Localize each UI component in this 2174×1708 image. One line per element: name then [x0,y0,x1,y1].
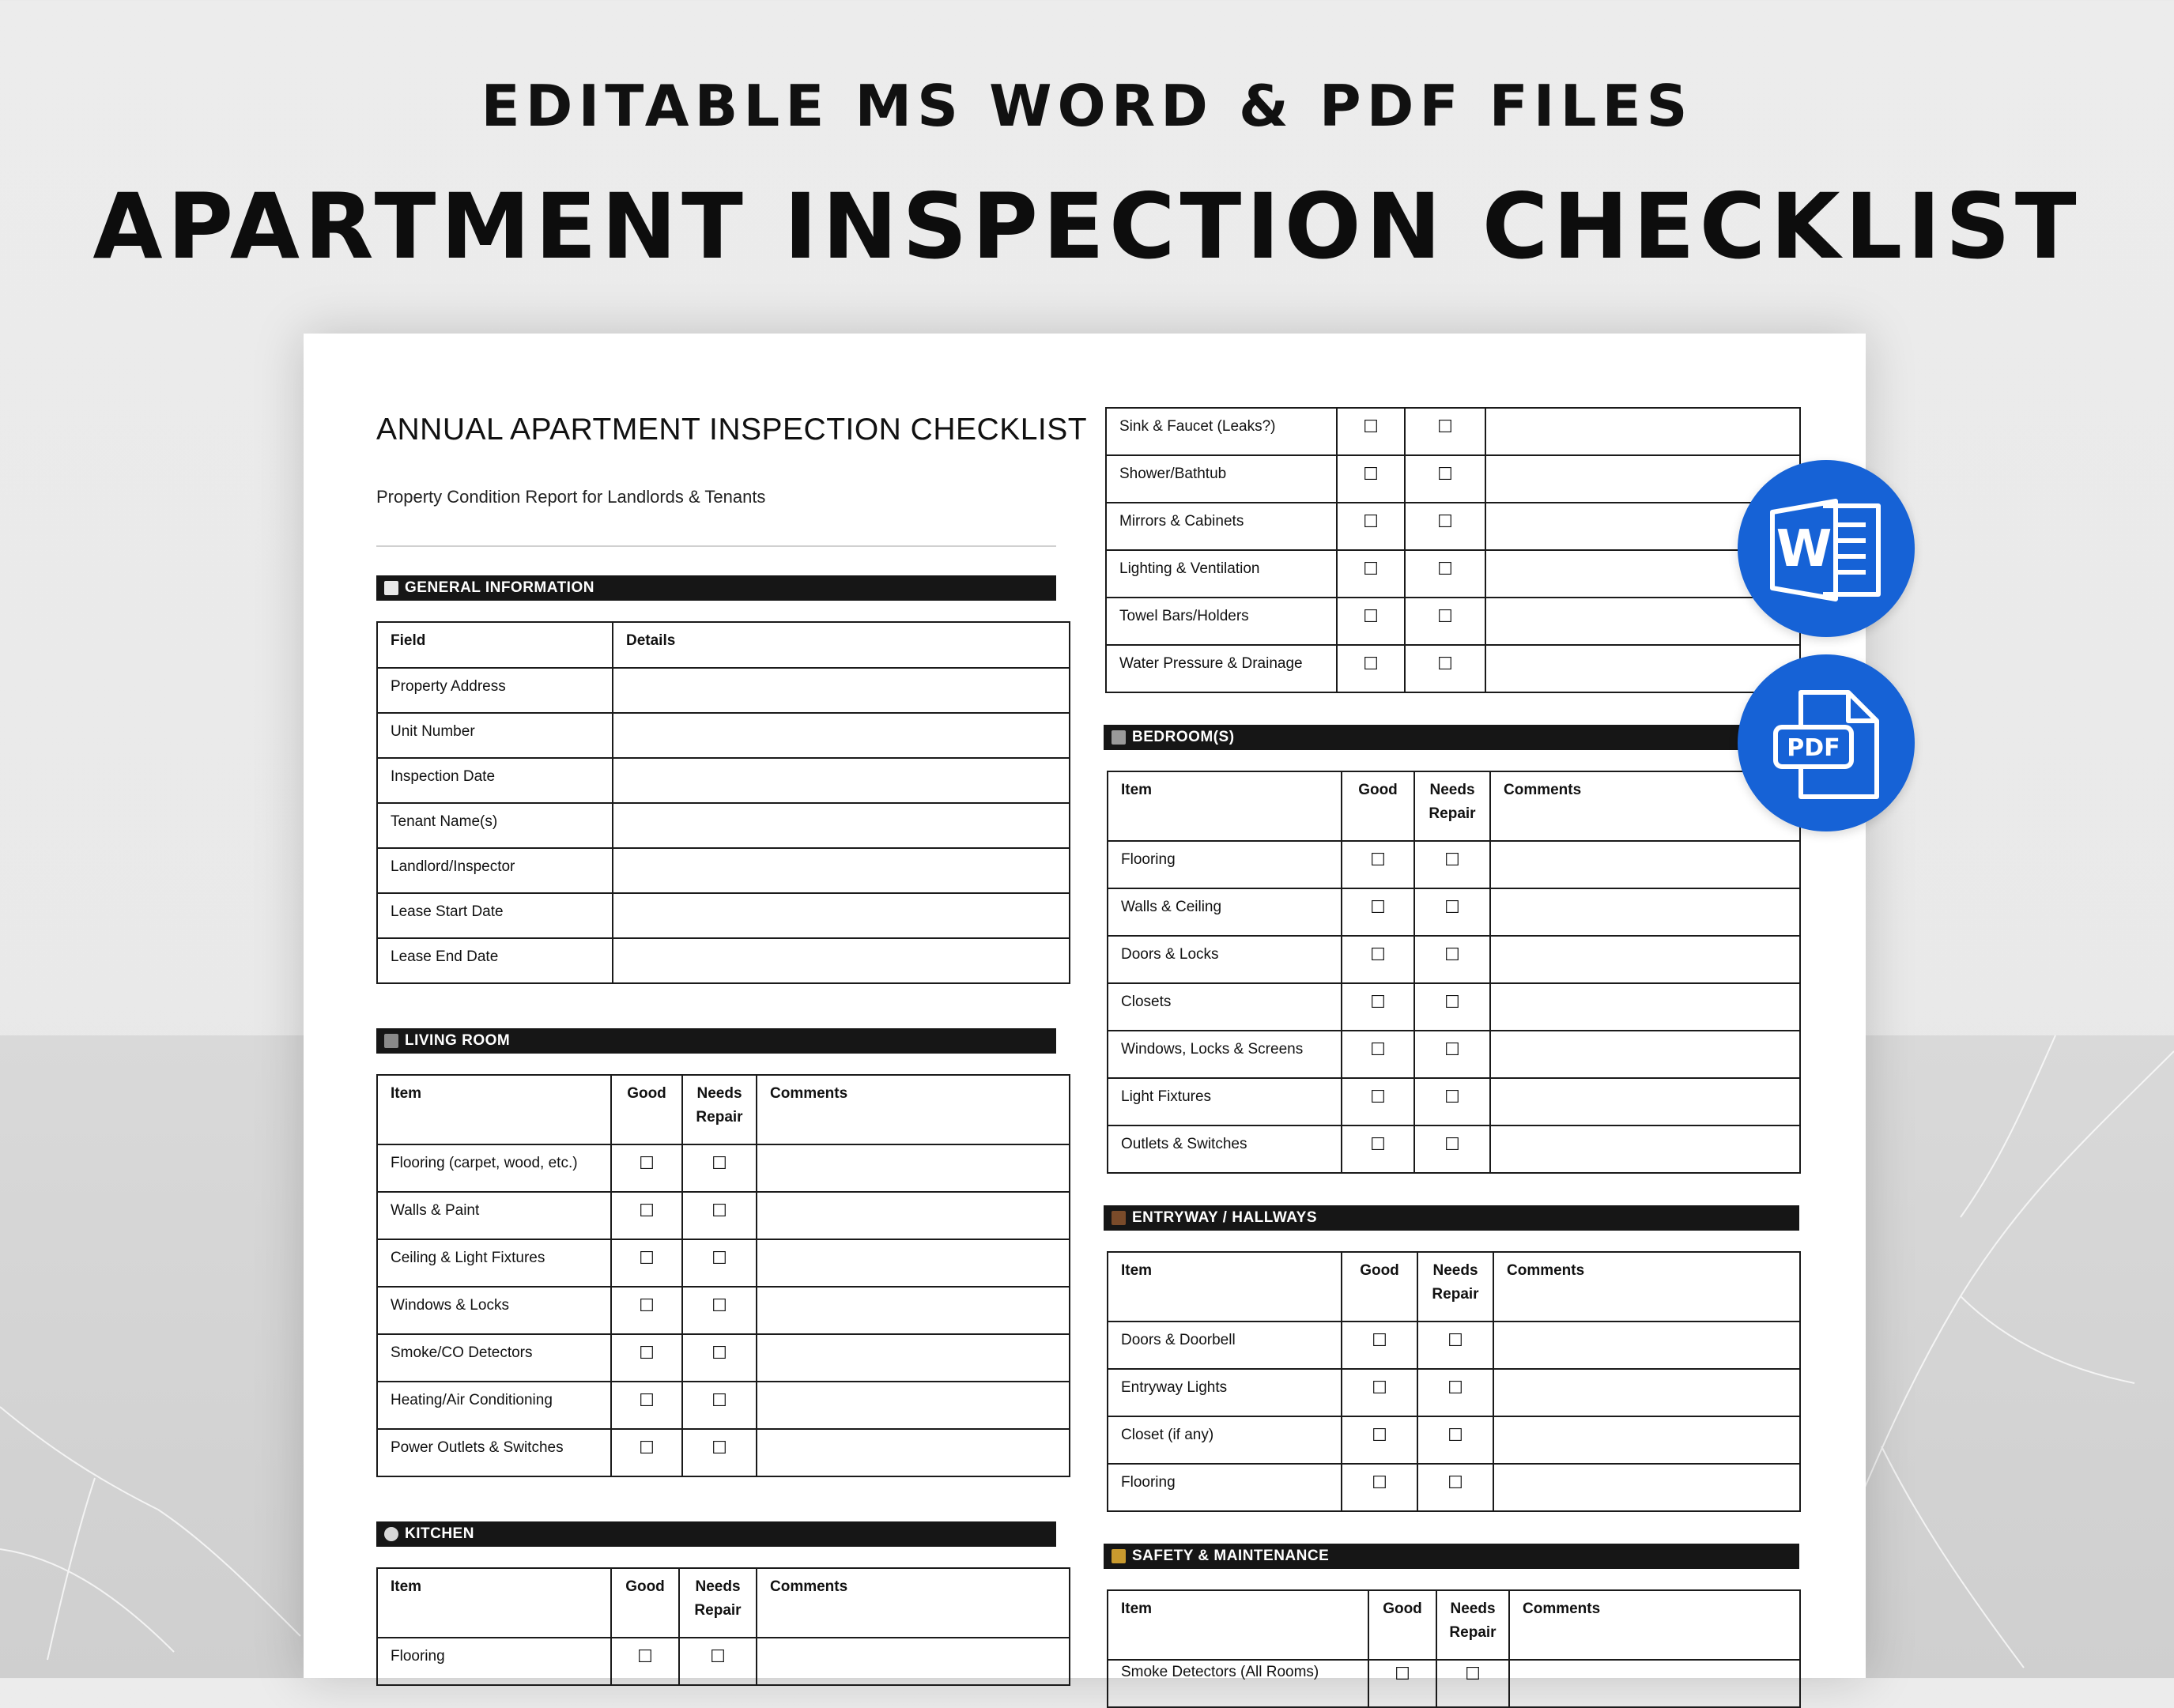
bed-icon [1112,730,1126,745]
comments-field[interactable] [757,1192,1070,1239]
needs-repair-checkbox[interactable]: ☐ [1444,1087,1460,1107]
left-column [376,413,1088,1686]
good-checkbox[interactable]: ☐ [639,1343,655,1363]
item-label: Power Outlets & Switches [377,1429,611,1476]
details-field[interactable] [613,893,1070,938]
needs-repair-checkbox[interactable]: ☐ [1437,511,1453,531]
good-checkbox[interactable]: ☐ [1372,1472,1387,1492]
column-header-comments: Comments [1509,1590,1800,1660]
column-header-comments: Comments [1490,771,1800,841]
comments-field[interactable] [1490,841,1800,888]
good-checkbox[interactable]: ☐ [1372,1330,1387,1350]
needs-repair-checkbox[interactable]: ☐ [711,1438,727,1457]
needs-repair-checkbox[interactable]: ☐ [1437,559,1453,579]
comments-field[interactable] [1493,1416,1800,1464]
item-label: Light Fixtures [1108,1078,1342,1125]
section-title: SAFETY & MAINTENANCE [1132,1548,1330,1564]
details-field[interactable] [613,848,1070,893]
comments-field[interactable] [1493,1464,1800,1511]
needs-repair-checkbox[interactable]: ☐ [1437,464,1453,484]
column-header-good: Good [1342,771,1414,841]
bathroom-table [1105,407,1801,693]
safety-table [1107,1589,1801,1708]
details-field[interactable] [613,938,1070,983]
field-label: Lease End Date [377,938,613,983]
section-header-living-room [376,1028,1056,1054]
kitchen-table [376,1567,1070,1686]
item-label: Mirrors & Cabinets [1106,503,1337,550]
item-label: Walls & Ceiling [1108,888,1342,936]
section-header-general [376,575,1056,601]
banner-subtitle: EDITABLE MS WORD & PDF FILES [481,73,1693,139]
needs-repair-checkbox[interactable]: ☐ [1447,1472,1463,1492]
section-header-bedrooms [1104,725,1799,750]
column-header-needs-repair: Needs Repair [1417,1252,1493,1322]
good-checkbox[interactable]: ☐ [1363,606,1379,626]
item-label: Shower/Bathtub [1106,455,1337,503]
column-header-good: Good [611,1568,679,1638]
document-title: ANNUAL APARTMENT INSPECTION CHECKLIST [376,413,1088,447]
item-label: Closets [1108,983,1342,1031]
section-title: ENTRYWAY / HALLWAYS [1132,1209,1318,1226]
door-icon [1112,1211,1126,1225]
good-checkbox[interactable]: ☐ [1370,897,1386,917]
good-checkbox[interactable]: ☐ [639,1153,655,1173]
section-title: KITCHEN [405,1525,474,1542]
field-label: Inspection Date [377,758,613,803]
lock-icon [1112,1549,1126,1563]
good-checkbox[interactable]: ☐ [1395,1664,1410,1683]
banner-title: APARTMENT INSPECTION CHECKLIST [92,174,2082,279]
item-label: Flooring [1108,841,1342,888]
item-label: Closet (if any) [1108,1416,1342,1464]
good-checkbox[interactable]: ☐ [639,1248,655,1268]
column-header-item: Item [1108,771,1342,841]
good-checkbox[interactable]: ☐ [1370,1134,1386,1154]
word-icon [1738,460,1915,637]
item-label: Windows, Locks & Screens [1108,1031,1342,1078]
bedroom-table [1107,771,1801,1174]
comments-field[interactable] [1490,888,1800,936]
column-header-comments: Comments [757,1568,1070,1638]
column-header-needs-repair: Needs Repair [682,1075,757,1144]
item-label: Sink & Faucet (Leaks?) [1106,408,1337,455]
good-checkbox[interactable]: ☐ [639,1438,655,1457]
good-checkbox[interactable]: ☐ [1370,992,1386,1012]
comments-field[interactable] [1490,936,1800,983]
section-header-entryway [1104,1205,1799,1231]
details-field[interactable] [613,668,1070,713]
item-label: Towel Bars/Holders [1106,598,1337,645]
column-header-comments: Comments [1493,1252,1800,1322]
comments-field[interactable] [757,1638,1070,1685]
item-label: Outlets & Switches [1108,1125,1342,1173]
needs-repair-checkbox[interactable]: ☐ [711,1343,727,1363]
item-label: Lighting & Ventilation [1106,550,1337,598]
item-label: Windows & Locks [377,1287,611,1334]
column-header-details: Details [613,622,1070,668]
needs-repair-checkbox[interactable]: ☐ [1444,992,1460,1012]
details-field[interactable] [613,713,1070,758]
comments-field[interactable] [757,1382,1070,1429]
good-checkbox[interactable]: ☐ [637,1646,653,1666]
item-label: Water Pressure & Drainage [1106,645,1337,692]
couch-icon [384,1034,398,1048]
needs-repair-checkbox[interactable]: ☐ [711,1390,727,1410]
section-title: GENERAL INFORMATION [405,579,594,596]
item-label: Smoke/CO Detectors [377,1334,611,1382]
good-checkbox[interactable]: ☐ [639,1201,655,1220]
column-header-good: Good [611,1075,682,1144]
field-label: Property Address [377,668,613,713]
good-checkbox[interactable]: ☐ [1363,559,1379,579]
item-label: Walls & Paint [377,1192,611,1239]
good-checkbox[interactable]: ☐ [639,1390,655,1410]
notepad-icon [384,581,398,595]
column-header-item: Item [1108,1590,1368,1660]
field-label: Landlord/Inspector [377,848,613,893]
field-label: Tenant Name(s) [377,803,613,848]
document-subtitle: Property Condition Report for Landlords & Tenants [376,487,766,507]
item-label: Doors & Locks [1108,936,1342,983]
pdf-label: PDF [1787,734,1840,762]
comments-field[interactable] [1493,1322,1800,1369]
item-label: Flooring [377,1638,611,1685]
column-header-needs-repair: Needs Repair [679,1568,757,1638]
good-checkbox[interactable]: ☐ [1372,1378,1387,1397]
right-column [1104,407,1799,1708]
good-checkbox[interactable]: ☐ [1370,1039,1386,1059]
needs-repair-checkbox[interactable]: ☐ [710,1646,726,1666]
column-header-field: Field [377,622,613,668]
needs-repair-checkbox[interactable]: ☐ [711,1295,727,1315]
column-header-item: Item [377,1568,611,1638]
section-header-kitchen [376,1521,1056,1547]
good-checkbox[interactable]: ☐ [1363,417,1379,436]
needs-repair-checkbox[interactable]: ☐ [711,1248,727,1268]
needs-repair-checkbox[interactable]: ☐ [1465,1664,1481,1683]
details-field[interactable] [613,758,1070,803]
column-header-good: Good [1368,1590,1436,1660]
item-label: Flooring [1108,1464,1342,1511]
field-label: Lease Start Date [377,893,613,938]
needs-repair-checkbox[interactable]: ☐ [1447,1425,1463,1445]
good-checkbox[interactable]: ☐ [1363,511,1379,531]
word-letter: W [1776,520,1832,579]
section-title: BEDROOM(S) [1132,729,1235,745]
entryway-table [1107,1251,1801,1512]
needs-repair-checkbox[interactable]: ☐ [1444,1134,1460,1154]
item-label: Doors & Doorbell [1108,1322,1342,1369]
column-header-needs-repair: Needs Repair [1414,771,1490,841]
column-header-good: Good [1342,1252,1417,1322]
comments-field[interactable] [757,1144,1070,1192]
good-checkbox[interactable]: ☐ [1372,1425,1387,1445]
comments-field[interactable] [1490,1125,1800,1173]
needs-repair-checkbox[interactable]: ☐ [1437,606,1453,626]
item-label: Smoke Detectors (All Rooms) [1108,1660,1368,1707]
column-header-comments: Comments [757,1075,1070,1144]
good-checkbox[interactable]: ☐ [1370,850,1386,869]
details-field[interactable] [613,803,1070,848]
column-header-item: Item [1108,1252,1342,1322]
good-checkbox[interactable]: ☐ [1363,654,1379,673]
good-checkbox[interactable]: ☐ [1370,1087,1386,1107]
document-page [304,334,1866,1683]
needs-repair-checkbox[interactable]: ☐ [1444,944,1460,964]
needs-repair-checkbox[interactable]: ☐ [711,1153,727,1173]
item-label: Heating/Air Conditioning [377,1382,611,1429]
needs-repair-checkbox[interactable]: ☐ [1447,1378,1463,1397]
good-checkbox[interactable]: ☐ [1370,944,1386,964]
needs-repair-checkbox[interactable]: ☐ [1444,1039,1460,1059]
column-header-needs-repair: Needs Repair [1436,1590,1509,1660]
comments-field[interactable] [1490,983,1800,1031]
item-label: Entryway Lights [1108,1369,1342,1416]
comments-field[interactable] [1490,1078,1800,1125]
comments-field[interactable] [1485,408,1800,455]
needs-repair-checkbox[interactable]: ☐ [1444,897,1460,917]
item-label: Flooring (carpet, wood, etc.) [377,1144,611,1192]
needs-repair-checkbox[interactable]: ☐ [1447,1330,1463,1350]
comments-field[interactable] [1509,1660,1800,1707]
needs-repair-checkbox[interactable]: ☐ [1437,417,1453,436]
needs-repair-checkbox[interactable]: ☐ [1437,654,1453,673]
comments-field[interactable] [1490,1031,1800,1078]
good-checkbox[interactable]: ☐ [1363,464,1379,484]
item-label: Ceiling & Light Fixtures [377,1239,611,1287]
comments-field[interactable] [1493,1369,1800,1416]
comments-field[interactable] [757,1429,1070,1476]
comments-field[interactable] [757,1287,1070,1334]
needs-repair-checkbox[interactable]: ☐ [1444,850,1460,869]
section-header-safety [1104,1544,1799,1569]
plate-icon [384,1527,398,1541]
pdf-icon [1738,654,1915,831]
general-info-table [376,621,1070,984]
comments-field[interactable] [757,1334,1070,1382]
section-title: LIVING ROOM [405,1032,511,1049]
living-room-table [376,1074,1070,1477]
field-label: Unit Number [377,713,613,758]
column-header-item: Item [377,1075,611,1144]
comments-field[interactable] [757,1239,1070,1287]
needs-repair-checkbox[interactable]: ☐ [711,1201,727,1220]
title-divider [376,545,1056,547]
good-checkbox[interactable]: ☐ [639,1295,655,1315]
